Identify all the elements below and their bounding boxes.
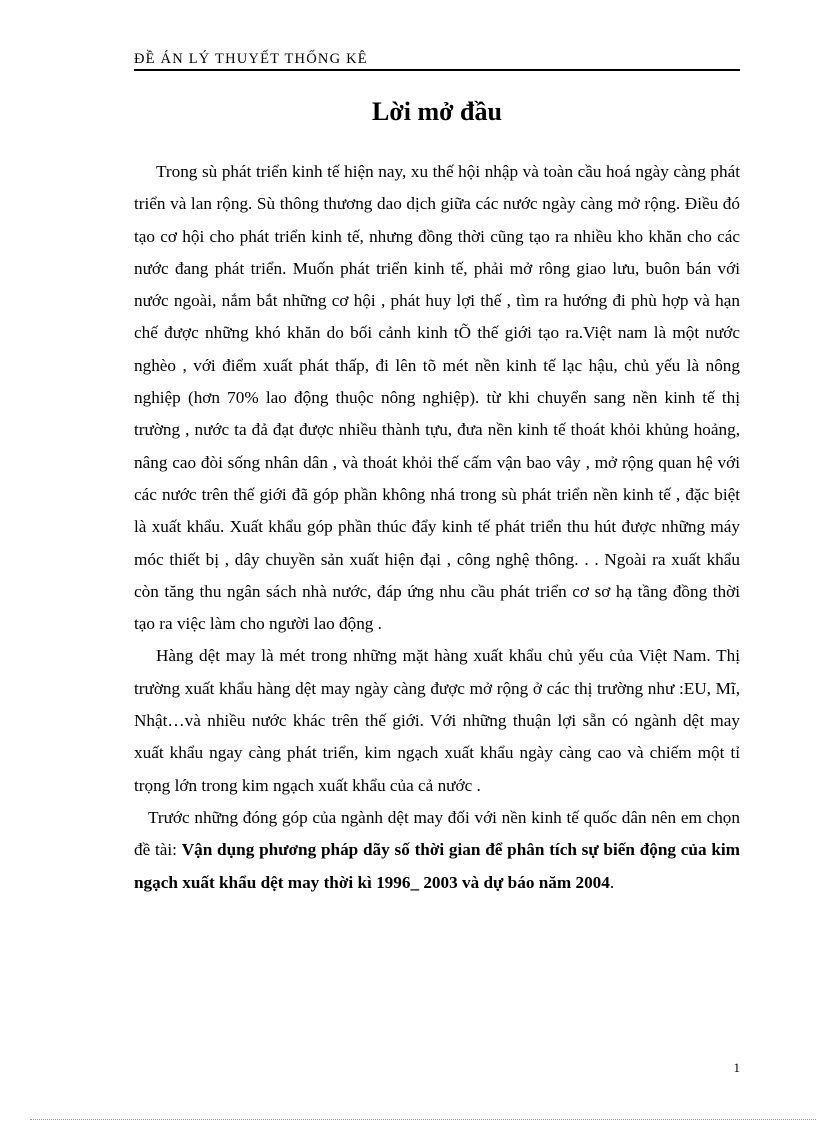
topic-lead: Trước những đóng góp của ngành dệt may đối với nền kinh tế quốc dân nên em chọn đề tài:	[134, 807, 740, 860]
header-rule	[134, 69, 740, 71]
paragraph-intro: Trong sù phát triển kinh tế hiện nay, xu thế hội nhập và toàn cầu hoá ngày càng phát triển và lan rộng. Sù thông thương dao dịch giữa các nước ngày càng mở rộng. Điều đó tạo cơ hội cho phát triển kinh tế, nhưng đồng thời cũng tạo ra nhiều kho khăn cho các nước đang phát triển. Muốn phát triển kinh tế, phải mở rông giao lưu, buôn bán với nước ngoài, nắm bắt những cơ hội , phát huy lợi thế , tìm ra hướng đi phù hợp và hạn chế được những khó khăn do bối cảnh kinh tÕ thế giới tạo ra.Việt nam là một nước nghèo , với điểm xuất phát thấp, đi lên tõ mét nền kinh tế lạc hậu, chủ yếu là nông nghiệp (hơn 70% lao động thuộc nông nghiệp). từ khi chuyển sang nền kinh tế thị trường , nước ta đả đạt được nhiều thành tựu, đưa nền kinh tế thoát khỏi khủng hoảng, nâng cao đòi sống nhân dân , và thoát khỏi thế cấm vận bao vây , mở rộng quan hệ với các nước trên thế giới đã góp phần không nhá trong sù phát triển nền kinh tế , đặc biệt là xuất khẩu. Xuất khẩu góp phần thúc đẩy kinh tế phát triển thu hút được những máy móc thiết bị , dây chuyền sản xuất hiện đại , công nghệ thông. . . Ngoài ra xuất khẩu còn tăng thu ngân sách nhà nước, đáp ứng nhu cầu phát triển cơ sơ hạ tầng đồng thời tạo ra việc làm cho người lao động .	[134, 162, 740, 634]
body-text	[134, 156, 740, 899]
page-number: 1	[733, 1060, 740, 1075]
page-bottom-dotted-line	[30, 1119, 816, 1120]
running-header: ĐỀ ÁN LÝ THUYẾT THỐNG KÊ	[134, 51, 368, 67]
page-title: Lời mở đầu	[372, 97, 502, 126]
paragraph-topic	[134, 802, 740, 899]
paragraph-textile: Hàng dệt may là mét trong những mặt hàng xuất khẩu chủ yếu của Việt Nam. Thị trường xuất khẩu hàng dệt may ngày càng được mở rộng ở các thị trường như :EU, Mĩ, Nhật…và nhiều nước khác trên thế giới. Với những thuận lợi sẵn có ngành dệt may xuất khẩu ngay càng phát triển, kim ngạch xuất khẩu ngày càng cao và chiếm một tỉ trọng lớn trong kim ngạch xuất khẩu của cả nước .	[134, 646, 740, 795]
topic-tail: .	[609, 872, 615, 892]
topic-title: Vận dụng phương pháp dãy số thời gian để phân tích sự biến động của kim ngạch xuất khẩu dệt may thời kì 1996_ 2003 và dự báo năm 2004	[134, 840, 740, 892]
